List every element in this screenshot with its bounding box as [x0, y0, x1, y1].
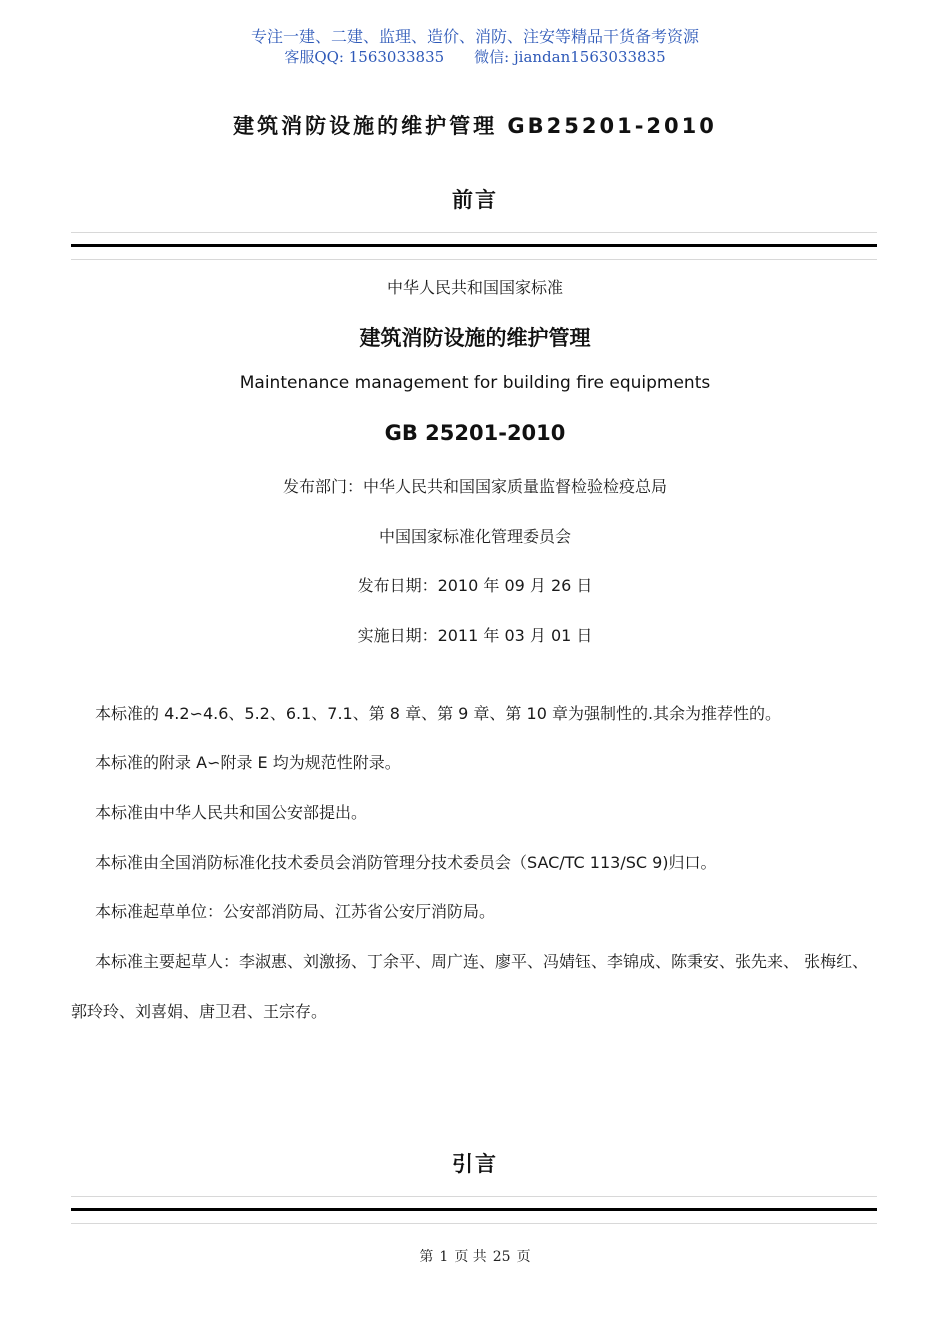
promo-banner: 专注一建、二建、监理、造价、消防、注安等精品干货备考资源: [250, 27, 699, 46]
intro-heading: 引言: [452, 1152, 498, 1176]
footer-prefix: 第: [419, 1249, 434, 1265]
paragraph: 本标准由全国消防标准化技术委员会消防管理分技术委员会（SAC/TC 113/SC 9)归口。: [95, 853, 717, 872]
standard-title-cn: 建筑消防设施的维护管理: [359, 326, 591, 350]
paragraph: 本标准由中华人民共和国公安部提出。: [95, 803, 368, 822]
paragraph-drafters: 本标准主要起草人：李淑惠、刘激扬、丁余平、周广连、廖平、冯婧钰、李锦成、陈秉安、张先来、 张梅红、郭玲玲、刘喜娟、唐卫君、王宗存。: [71, 952, 869, 1021]
page-number: 1: [439, 1249, 449, 1265]
promo-contact: [0, 46, 950, 67]
preface-heading: 前言: [452, 188, 498, 212]
paragraph: 本标准的 4.2∽4.6、5.2、6.1、7.1、第 8 章、第 9 章、第 10 章为强制性的.其余为推荐性的。: [95, 704, 782, 723]
footer-suffix: 页: [516, 1249, 531, 1265]
promo-qq: 客服QQ: 1563033835: [284, 48, 445, 66]
page-footer: [0, 1246, 950, 1266]
section-divider: [71, 1196, 877, 1224]
release-date: 发布日期：2010 年 09 月 26 日: [357, 576, 593, 595]
promo-wechat: 微信: jiandan1563033835: [474, 48, 666, 66]
page-total: 25: [492, 1249, 511, 1265]
section-divider: [71, 232, 877, 260]
standard-code: GB 25201-2010: [384, 421, 566, 445]
paragraph: 本标准的附录 A∽附录 E 均为规范性附录。: [95, 753, 401, 772]
issuer: 发布部门：中华人民共和国国家质量监督检验检疫总局: [282, 477, 667, 496]
standard-title-en: Maintenance management for building fire equipments: [239, 373, 711, 393]
paragraph: 本标准起草单位：公安部消防局、江苏省公安厅消防局。: [95, 902, 496, 921]
document-title: 建筑消防设施的维护管理 GB25201-2010: [233, 114, 717, 138]
issuer-secondary: 中国国家标准化管理委员会: [378, 527, 571, 546]
national-standard-label: 中华人民共和国国家标准: [386, 278, 563, 297]
footer-middle: 页 共: [454, 1249, 487, 1265]
effective-date: 实施日期：2011 年 03 月 01 日: [357, 626, 593, 645]
